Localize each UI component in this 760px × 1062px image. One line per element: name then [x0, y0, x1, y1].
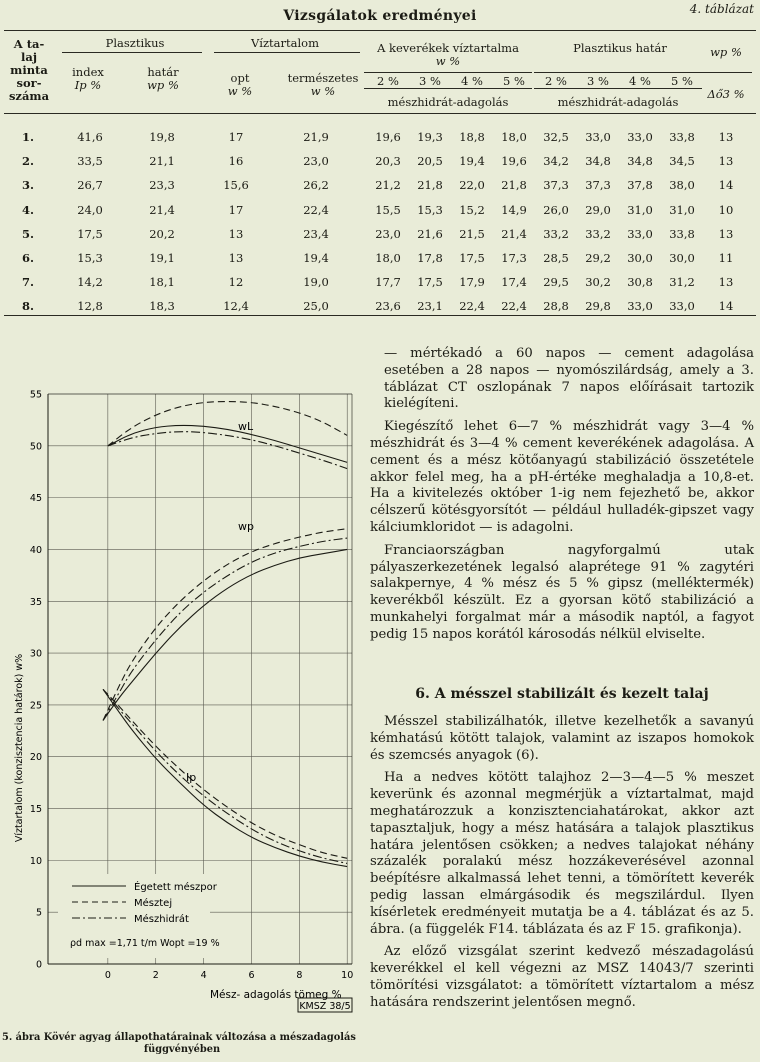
table-cell: 33,0	[627, 130, 653, 144]
table-cell: 15,3	[417, 202, 443, 217]
table-cell: 13	[718, 130, 734, 144]
table-cell: 30,0	[627, 251, 653, 265]
series-line-ip	[103, 689, 347, 863]
body-text-bottom	[370, 714, 754, 1018]
curve-label-wl: wL	[238, 420, 254, 433]
table-cell: 23,1	[417, 299, 443, 314]
table-cell: 38,0	[669, 178, 695, 193]
x-axis-label: Mész- adagolás tömeg %	[210, 989, 342, 1001]
row-label: 5.	[22, 226, 35, 241]
table-cell: 33,8	[669, 130, 695, 144]
table-cell: 17,5	[459, 251, 485, 265]
table-cell: 37,3	[585, 178, 611, 193]
table-cell: 26,7	[77, 178, 103, 193]
table-cell: 11	[718, 251, 734, 265]
table-cell: 17	[228, 130, 244, 144]
table-cell: 31,2	[669, 275, 695, 290]
table-cell: 33,0	[627, 226, 653, 241]
series-line-wp	[103, 529, 347, 721]
table-cell: 23,3	[149, 178, 175, 193]
table-cell: 33,2	[543, 226, 569, 241]
table-cell: 17,3	[501, 251, 527, 265]
header-plastic-rule	[62, 52, 202, 53]
header-natural: természetes w %	[287, 71, 359, 98]
table-cell: 13	[718, 275, 734, 290]
table-cell: 23,4	[303, 226, 329, 241]
table-cell: 21,1	[149, 154, 175, 169]
table-cell: 37,8	[627, 178, 653, 193]
header-plastic-limit: Plasztikus határ	[573, 41, 667, 55]
x-tick-label: 6	[248, 970, 255, 981]
header-water-rule	[214, 52, 360, 53]
table-cell: 29,0	[585, 202, 611, 217]
table-number: 4. táblázat	[689, 2, 754, 16]
table-cell: 34,5	[669, 154, 695, 169]
table-cell: 20,3	[375, 154, 401, 169]
table-cell: 33,5	[77, 154, 103, 169]
y-tick-label: 40	[29, 544, 42, 556]
x-tick-label: 10	[341, 970, 354, 981]
table-cell: 33,0	[585, 130, 611, 144]
header-limit-rule-2	[534, 88, 702, 89]
header-percent: 2 %	[545, 74, 567, 88]
table-cell: 21,4	[501, 226, 527, 241]
stamp-text: KMSZ 38/5	[299, 1001, 351, 1012]
header-mix-rule	[364, 72, 532, 73]
legend-note: ρd max =1,71 t/m Wopt =19 %	[70, 938, 220, 949]
header-wp: wp %	[710, 45, 742, 59]
table-cell: 29,5	[543, 275, 569, 290]
y-tick-label: 50	[29, 441, 42, 453]
row-label: 8.	[22, 299, 35, 314]
table-cell: 15,5	[375, 202, 401, 217]
table-header-rule	[4, 113, 756, 114]
table-cell: 31,0	[627, 202, 653, 217]
table-cell: 21,6	[417, 226, 443, 241]
header-limit-rule	[534, 72, 702, 73]
header-opt: opt w %	[227, 71, 253, 98]
paragraph-2: Kiegészítő lehet 6—7 % mészhidrát vagy 3—4 % mészhidrát és 3—4 % cement keverékének adagolása. A cement és a mész kötőanyagú stabilizáció összetétele akkor felel meg, ha a pH-értéke meghaladja a 10,8-et. Ha a kivitelezés október 1-ig nem fejezhető be, akkor célszerű kötésgyorsítót — például hulladék-gipszet vagy kálciumkloridot — is adagolni.	[370, 419, 754, 535]
table-cell: 19,3	[417, 130, 443, 144]
table-cell: 30,2	[585, 275, 611, 290]
series-line-wp	[103, 549, 347, 720]
header-sample: A ta- laj minta sor- száma	[8, 37, 50, 103]
table-cell: 17,5	[77, 226, 103, 241]
table-cell: 13	[228, 226, 244, 241]
row-label: 3.	[22, 178, 35, 193]
header-hatar: határ wp %	[147, 65, 179, 92]
table-cell: 16	[228, 154, 244, 169]
table-cell: 14,9	[501, 202, 527, 217]
header-percent: 4 %	[461, 74, 483, 88]
row-label: 1.	[22, 130, 35, 144]
table-cell: 19,1	[149, 251, 175, 265]
row-label: 2.	[22, 154, 35, 169]
y-tick-label: 55	[29, 389, 42, 401]
body-text-top	[370, 346, 754, 650]
table-cell: 19,4	[303, 251, 329, 265]
header-wp-rule	[700, 72, 752, 73]
table-cell: 17,8	[417, 251, 443, 265]
table-cell: 33,0	[669, 299, 695, 314]
header-mix-rule-2	[364, 88, 532, 89]
table-cell: 33,0	[627, 299, 653, 314]
table-cell: 13	[718, 154, 734, 169]
table-cell: 29,8	[585, 299, 611, 314]
y-tick-label: 35	[29, 596, 42, 608]
y-axis-label: Víztartalom (konzisztencia határok) w%	[14, 653, 25, 843]
table-cell: 20,5	[417, 154, 443, 169]
table-cell: 21,4	[149, 202, 175, 217]
header-index: index Ip %	[72, 65, 104, 92]
table-cell: 26,2	[303, 178, 329, 193]
table-cell: 19,6	[501, 154, 527, 169]
table-cell: 19,0	[303, 275, 329, 290]
curve-label-wp: wp	[238, 520, 254, 533]
table-cell: 17,7	[375, 275, 401, 290]
table-cell: 21,9	[303, 130, 329, 144]
header-percent: 5 %	[671, 74, 693, 88]
table-cell: 20,2	[149, 226, 175, 241]
table-cell: 26,0	[543, 202, 569, 217]
chart-curves	[103, 402, 347, 867]
figure-caption: 5. ábra Kövér agyag állapothatárainak változása a mészadagolás függvényében	[2, 1032, 356, 1055]
table-cell: 15,2	[459, 202, 485, 217]
table-cell: 22,4	[303, 202, 329, 217]
table-cell: 22,4	[501, 299, 527, 314]
table-cell: 18,3	[149, 299, 175, 314]
table-cell: 30,0	[669, 251, 695, 265]
header-mix-dosing: mészhidrát-adagolás	[387, 95, 509, 109]
y-tick-label: 0	[35, 959, 42, 971]
table-cell: 32,5	[543, 130, 569, 144]
table-cell: 34,8	[585, 154, 611, 169]
table-cell: 23,6	[375, 299, 401, 314]
table-cell: 28,8	[543, 299, 569, 314]
table-cell: 24,0	[77, 202, 103, 217]
header-percent: 4 %	[629, 74, 651, 88]
table-cell: 28,5	[543, 251, 569, 265]
table-cell: 17,5	[417, 275, 443, 290]
paragraph-1: — mértékadó a 60 napos — cement adagolása esetében a 28 napos — nyomószilárdság, amely a 3. táblázat CT oszlopának 7 napos előírásait tartozik kielégíteni.	[384, 346, 754, 412]
paragraph-4: Mésszel stabilizálhatók, illetve kezelhetők a savanyú kémhatású kötött talajok, valamint az iszapos homokok és szemcsés anyagok (6).	[370, 714, 754, 763]
table-cell: 14	[718, 299, 734, 314]
y-tick-label: 25	[29, 700, 42, 712]
table-cell: 23,0	[375, 226, 401, 241]
y-tick-label: 5	[35, 907, 42, 919]
curve-label-ip: Ip	[186, 771, 197, 784]
header-percent: 5 %	[503, 74, 525, 88]
table-cell: 12,8	[77, 299, 103, 314]
table-cell: 14	[718, 178, 734, 193]
table-cell: 25,0	[303, 299, 329, 314]
table-cell: 34,2	[543, 154, 569, 169]
lime-dosing-chart	[0, 378, 364, 1030]
legend-item-egetett: Égetett mészpor	[134, 882, 217, 893]
legend-item-mesztej: Mésztej	[134, 898, 173, 909]
paragraph-5: Ha a nedves kötött talajhoz 2—3—4—5 % meszet keverünk és azonnal megmérjük a víztartalmat, majd meghatározzuk a konzisztenciahatárokat, akkor azt tapasztaljuk, hogy a mész hatására a talajok plasztikus határa jelentősen csökken; a nedves talajokat néhány százalék poralakú mész hozzákeverésével azonnal beépítésre alkalmassá lehet tenni, a tömörített keverék pedig lassan elmárgásodik és megszilárdul. Ilyen kísérletek eredményeit mutatja be a 4. táblázat és az 5. ábra. (a függelék F14. táblázata és az F 15. grafikonja).	[370, 770, 754, 937]
paragraph-6: Az előző vizsgálat szerint kedvező mészadagolású keverékkel el kell végezni az MSZ 14043/7 szerinti tömörítési vizsgálatot: a tömörített víztartalom a mész hatására rendszerint jelentősen megnő.	[370, 944, 754, 1010]
table-cell: 21,8	[417, 178, 443, 193]
x-tick-label: 2	[152, 970, 159, 981]
table-cell: 19,6	[375, 130, 401, 144]
table-cell: 30,8	[627, 275, 653, 290]
table-cell: 18,1	[149, 275, 175, 290]
series-line-ip	[103, 689, 347, 866]
y-tick-label: 45	[29, 493, 42, 505]
header-plastic-group: Plasztikus	[105, 36, 165, 50]
header-mix-water: A keverékek víztartalma w %	[377, 41, 519, 68]
header-percent: 3 %	[419, 74, 441, 88]
table-cell: 34,8	[627, 154, 653, 169]
legend-item-meszhidrat: Mészhidrát	[134, 914, 189, 925]
table-cell: 21,5	[459, 226, 485, 241]
paragraph-3: Franciaországban nagyforgalmú utak pályaszerkezetének legalsó alaprétege 91 % zagytéri salakpernye, 4 % mész és 5 % gipsz (melléktermék) keverékből készült. Ez a gyorsan kötő stabilizáció a munkahelyi forgalmat már a második naptól, a fagyot pedig 15 napos korától károsodás nélkül elviselte.	[370, 542, 754, 642]
table-cell: 12	[228, 275, 244, 290]
table-cell: 33,2	[585, 226, 611, 241]
table-cell: 23,0	[303, 154, 329, 169]
header-after: Δő3 %	[707, 87, 745, 101]
table-bottom-rule	[4, 315, 756, 316]
table-cell: 21,8	[501, 178, 527, 193]
table-cell: 17	[228, 202, 244, 217]
series-line-wl	[108, 402, 347, 446]
table-cell: 18,0	[501, 130, 527, 144]
table-cell: 13	[228, 251, 244, 265]
table-cell: 18,8	[459, 130, 485, 144]
y-tick-label: 20	[29, 752, 42, 764]
table-cell: 17,9	[459, 275, 485, 290]
series-line-wl	[108, 432, 347, 469]
header-water-group: Víztartalom	[250, 36, 319, 50]
row-label: 7.	[22, 275, 35, 290]
table-cell: 22,0	[459, 178, 485, 193]
x-tick-label: 0	[104, 970, 111, 981]
table-cell: 14,2	[77, 275, 103, 290]
table-cell: 21,2	[375, 178, 401, 193]
table-cell: 15,6	[223, 178, 249, 193]
table-cell: 18,0	[375, 251, 401, 265]
series-line-ip	[103, 689, 347, 858]
x-tick-label: 4	[200, 970, 207, 981]
x-tick-label: 8	[296, 970, 303, 981]
header-limit-dosing: mészhidrát-adagolás	[557, 95, 679, 109]
table-top-rule	[4, 30, 756, 31]
table-cell: 19,8	[149, 130, 175, 144]
table-cell: 10	[718, 202, 734, 217]
table-cell: 37,3	[543, 178, 569, 193]
y-tick-label: 15	[29, 804, 42, 816]
y-tick-label: 30	[29, 648, 42, 660]
table-cell: 15,3	[77, 251, 103, 265]
table-cell: 19,4	[459, 154, 485, 169]
row-label: 4.	[22, 202, 35, 217]
header-percent: 3 %	[587, 74, 609, 88]
section-title: 6. A mésszel stabilizált és kezelt talaj	[415, 686, 709, 702]
row-label: 6.	[22, 251, 35, 265]
table-cell: 41,6	[77, 130, 103, 144]
header-percent: 2 %	[377, 74, 399, 88]
table-cell: 12,4	[223, 299, 249, 314]
table-cell: 29,2	[585, 251, 611, 265]
table-cell: 33,8	[669, 226, 695, 241]
table-title: Vizsgálatok eredményei	[283, 8, 477, 24]
table-cell: 31,0	[669, 202, 695, 217]
table-cell: 17,4	[501, 275, 527, 290]
table-cell: 22,4	[459, 299, 485, 314]
table-cell: 13	[718, 226, 734, 241]
y-tick-label: 10	[29, 855, 42, 867]
